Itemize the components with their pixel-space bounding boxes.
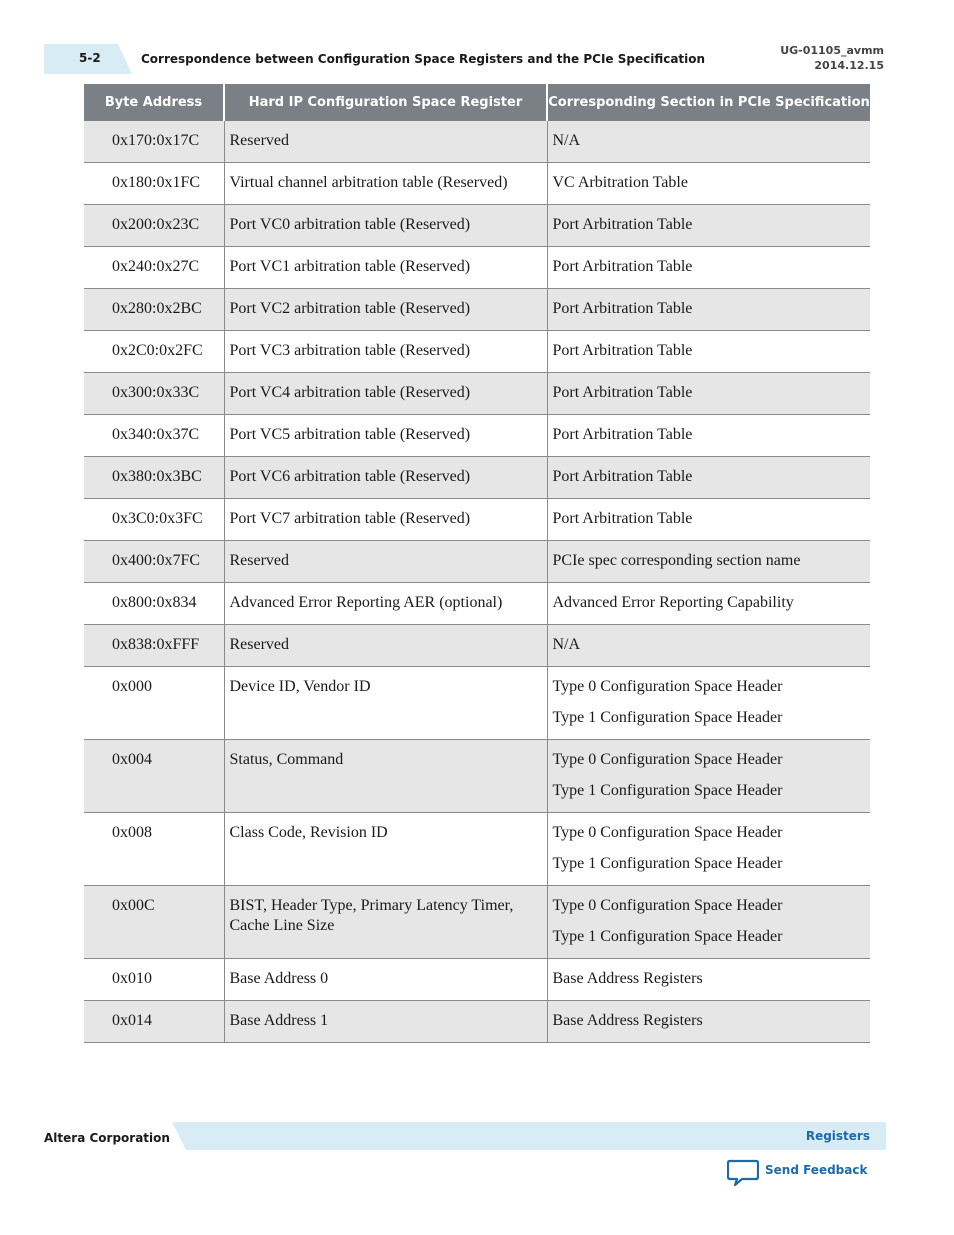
column-header-register: Hard IP Configuration Space Register	[224, 84, 547, 121]
table-row	[84, 121, 870, 163]
table-row	[84, 625, 870, 667]
cell-pcie-section	[547, 415, 870, 457]
cell-register: Port VC2 arbitration table (Reserved)	[224, 289, 547, 331]
section-line: N/A	[552, 132, 581, 149]
cell-byte-address: 0x200:0x23C	[84, 205, 224, 247]
section-line: Port Arbitration Table	[552, 342, 693, 359]
cell-register: Reserved	[224, 121, 547, 163]
table-row	[84, 289, 870, 331]
table-row	[84, 247, 870, 289]
cell-byte-address: 0x300:0x33C	[84, 373, 224, 415]
section-line: Port Arbitration Table	[552, 216, 693, 233]
cell-byte-address: 0x014	[84, 1001, 224, 1043]
section-line: Type 0 Configuration Space Header	[552, 678, 783, 695]
cell-pcie-section	[547, 163, 870, 205]
cell-byte-address: 0x240:0x27C	[84, 247, 224, 289]
cell-byte-address: 0x838:0xFFF	[84, 625, 224, 667]
cell-byte-address: 0x340:0x37C	[84, 415, 224, 457]
cell-register: Port VC6 arbitration table (Reserved)	[224, 457, 547, 499]
cell-register: Status, Command	[224, 740, 547, 813]
table-row	[84, 667, 870, 740]
footer-section-link[interactable]: Registers	[805, 1129, 870, 1143]
cell-byte-address: 0x004	[84, 740, 224, 813]
cell-pcie-section	[547, 959, 870, 1001]
cell-pcie-section	[547, 625, 870, 667]
table-row	[84, 373, 870, 415]
table-row	[84, 205, 870, 247]
section-line: Type 0 Configuration Space Header	[552, 824, 783, 841]
cell-pcie-section	[547, 121, 870, 163]
section-line: Port Arbitration Table	[552, 426, 693, 443]
cell-pcie-section	[547, 289, 870, 331]
cell-pcie-section	[547, 813, 870, 886]
cell-pcie-section	[547, 541, 870, 583]
speech-bubble-icon	[727, 1159, 759, 1187]
document-date: 2014.12.15	[814, 59, 884, 72]
cell-byte-address: 0x2C0:0x2FC	[84, 331, 224, 373]
cell-pcie-section	[547, 331, 870, 373]
send-feedback-label: Send Feedback	[765, 1163, 868, 1177]
section-line: Port Arbitration Table	[552, 468, 693, 485]
cell-byte-address: 0x00C	[84, 886, 224, 959]
cell-pcie-section	[547, 373, 870, 415]
table-row	[84, 163, 870, 205]
cell-byte-address: 0x180:0x1FC	[84, 163, 224, 205]
cell-register: Base Address 0	[224, 959, 547, 1001]
document-id: UG-01105_avmm	[780, 44, 884, 57]
section-line: Port Arbitration Table	[552, 510, 693, 527]
section-line: Type 1 Configuration Space Header	[552, 709, 783, 726]
footer-bar	[172, 1122, 886, 1150]
cell-byte-address: 0x280:0x2BC	[84, 289, 224, 331]
cell-byte-address: 0x170:0x17C	[84, 121, 224, 163]
section-line: Type 1 Configuration Space Header	[552, 928, 783, 945]
cell-register: Port VC7 arbitration table (Reserved)	[224, 499, 547, 541]
section-line: Advanced Error Reporting Capability	[552, 594, 794, 611]
table-row	[84, 415, 870, 457]
cell-byte-address: 0x000	[84, 667, 224, 740]
table-row	[84, 541, 870, 583]
footer-company: Altera Corporation	[44, 1131, 170, 1145]
cell-register: Port VC1 arbitration table (Reserved)	[224, 247, 547, 289]
section-line: Base Address Registers	[552, 1012, 703, 1029]
table-row	[84, 813, 870, 886]
cell-register: Reserved	[224, 541, 547, 583]
cell-register: Advanced Error Reporting AER (optional)	[224, 583, 547, 625]
cell-pcie-section	[547, 247, 870, 289]
cell-register: Port VC0 arbitration table (Reserved)	[224, 205, 547, 247]
cell-byte-address: 0x400:0x7FC	[84, 541, 224, 583]
cell-byte-address: 0x380:0x3BC	[84, 457, 224, 499]
cell-register: Reserved	[224, 625, 547, 667]
table-row	[84, 499, 870, 541]
table-row	[84, 331, 870, 373]
cell-pcie-section	[547, 583, 870, 625]
cell-register: Port VC5 arbitration table (Reserved)	[224, 415, 547, 457]
section-line: Port Arbitration Table	[552, 258, 693, 275]
cell-register: Port VC3 arbitration table (Reserved)	[224, 331, 547, 373]
table-header-row	[84, 84, 870, 121]
cell-pcie-section	[547, 886, 870, 959]
cell-register: Port VC4 arbitration table (Reserved)	[224, 373, 547, 415]
cell-byte-address: 0x008	[84, 813, 224, 886]
document-id-block	[780, 43, 884, 73]
send-feedback-button[interactable]	[727, 1159, 867, 1187]
section-line: Type 1 Configuration Space Header	[552, 855, 783, 872]
register-table	[84, 84, 870, 1043]
table-row	[84, 457, 870, 499]
page-number: 5-2	[79, 51, 101, 65]
cell-byte-address: 0x3C0:0x3FC	[84, 499, 224, 541]
cell-pcie-section	[547, 667, 870, 740]
section-line: Base Address Registers	[552, 970, 703, 987]
section-line: Type 0 Configuration Space Header	[552, 897, 783, 914]
cell-pcie-section	[547, 205, 870, 247]
column-header-byte-address: Byte Address	[84, 84, 224, 121]
cell-pcie-section	[547, 499, 870, 541]
section-line: VC Arbitration Table	[552, 174, 688, 191]
cell-pcie-section	[547, 457, 870, 499]
cell-register: Virtual channel arbitration table (Reserved)	[224, 163, 547, 205]
section-line: Port Arbitration Table	[552, 384, 693, 401]
cell-register: Class Code, Revision ID	[224, 813, 547, 886]
table-row	[84, 740, 870, 813]
table-row	[84, 959, 870, 1001]
section-line: Type 1 Configuration Space Header	[552, 782, 783, 799]
table-row	[84, 886, 870, 959]
page-title: Correspondence between Configuration Space Registers and the PCIe Specification	[141, 52, 706, 66]
table-row	[84, 583, 870, 625]
cell-pcie-section	[547, 1001, 870, 1043]
cell-pcie-section	[547, 740, 870, 813]
cell-register: BIST, Header Type, Primary Latency Timer, Cache Line Size	[224, 886, 547, 959]
cell-register: Base Address 1	[224, 1001, 547, 1043]
section-line: Port Arbitration Table	[552, 300, 693, 317]
cell-byte-address: 0x010	[84, 959, 224, 1001]
column-header-pcie-section: Corresponding Section in PCIe Specification	[547, 84, 870, 121]
cell-register: Device ID, Vendor ID	[224, 667, 547, 740]
section-line: N/A	[552, 636, 581, 653]
section-line: Type 0 Configuration Space Header	[552, 751, 783, 768]
table-body	[84, 121, 870, 1043]
section-line: PCIe spec corresponding section name	[552, 552, 801, 569]
table-row	[84, 1001, 870, 1043]
cell-byte-address: 0x800:0x834	[84, 583, 224, 625]
